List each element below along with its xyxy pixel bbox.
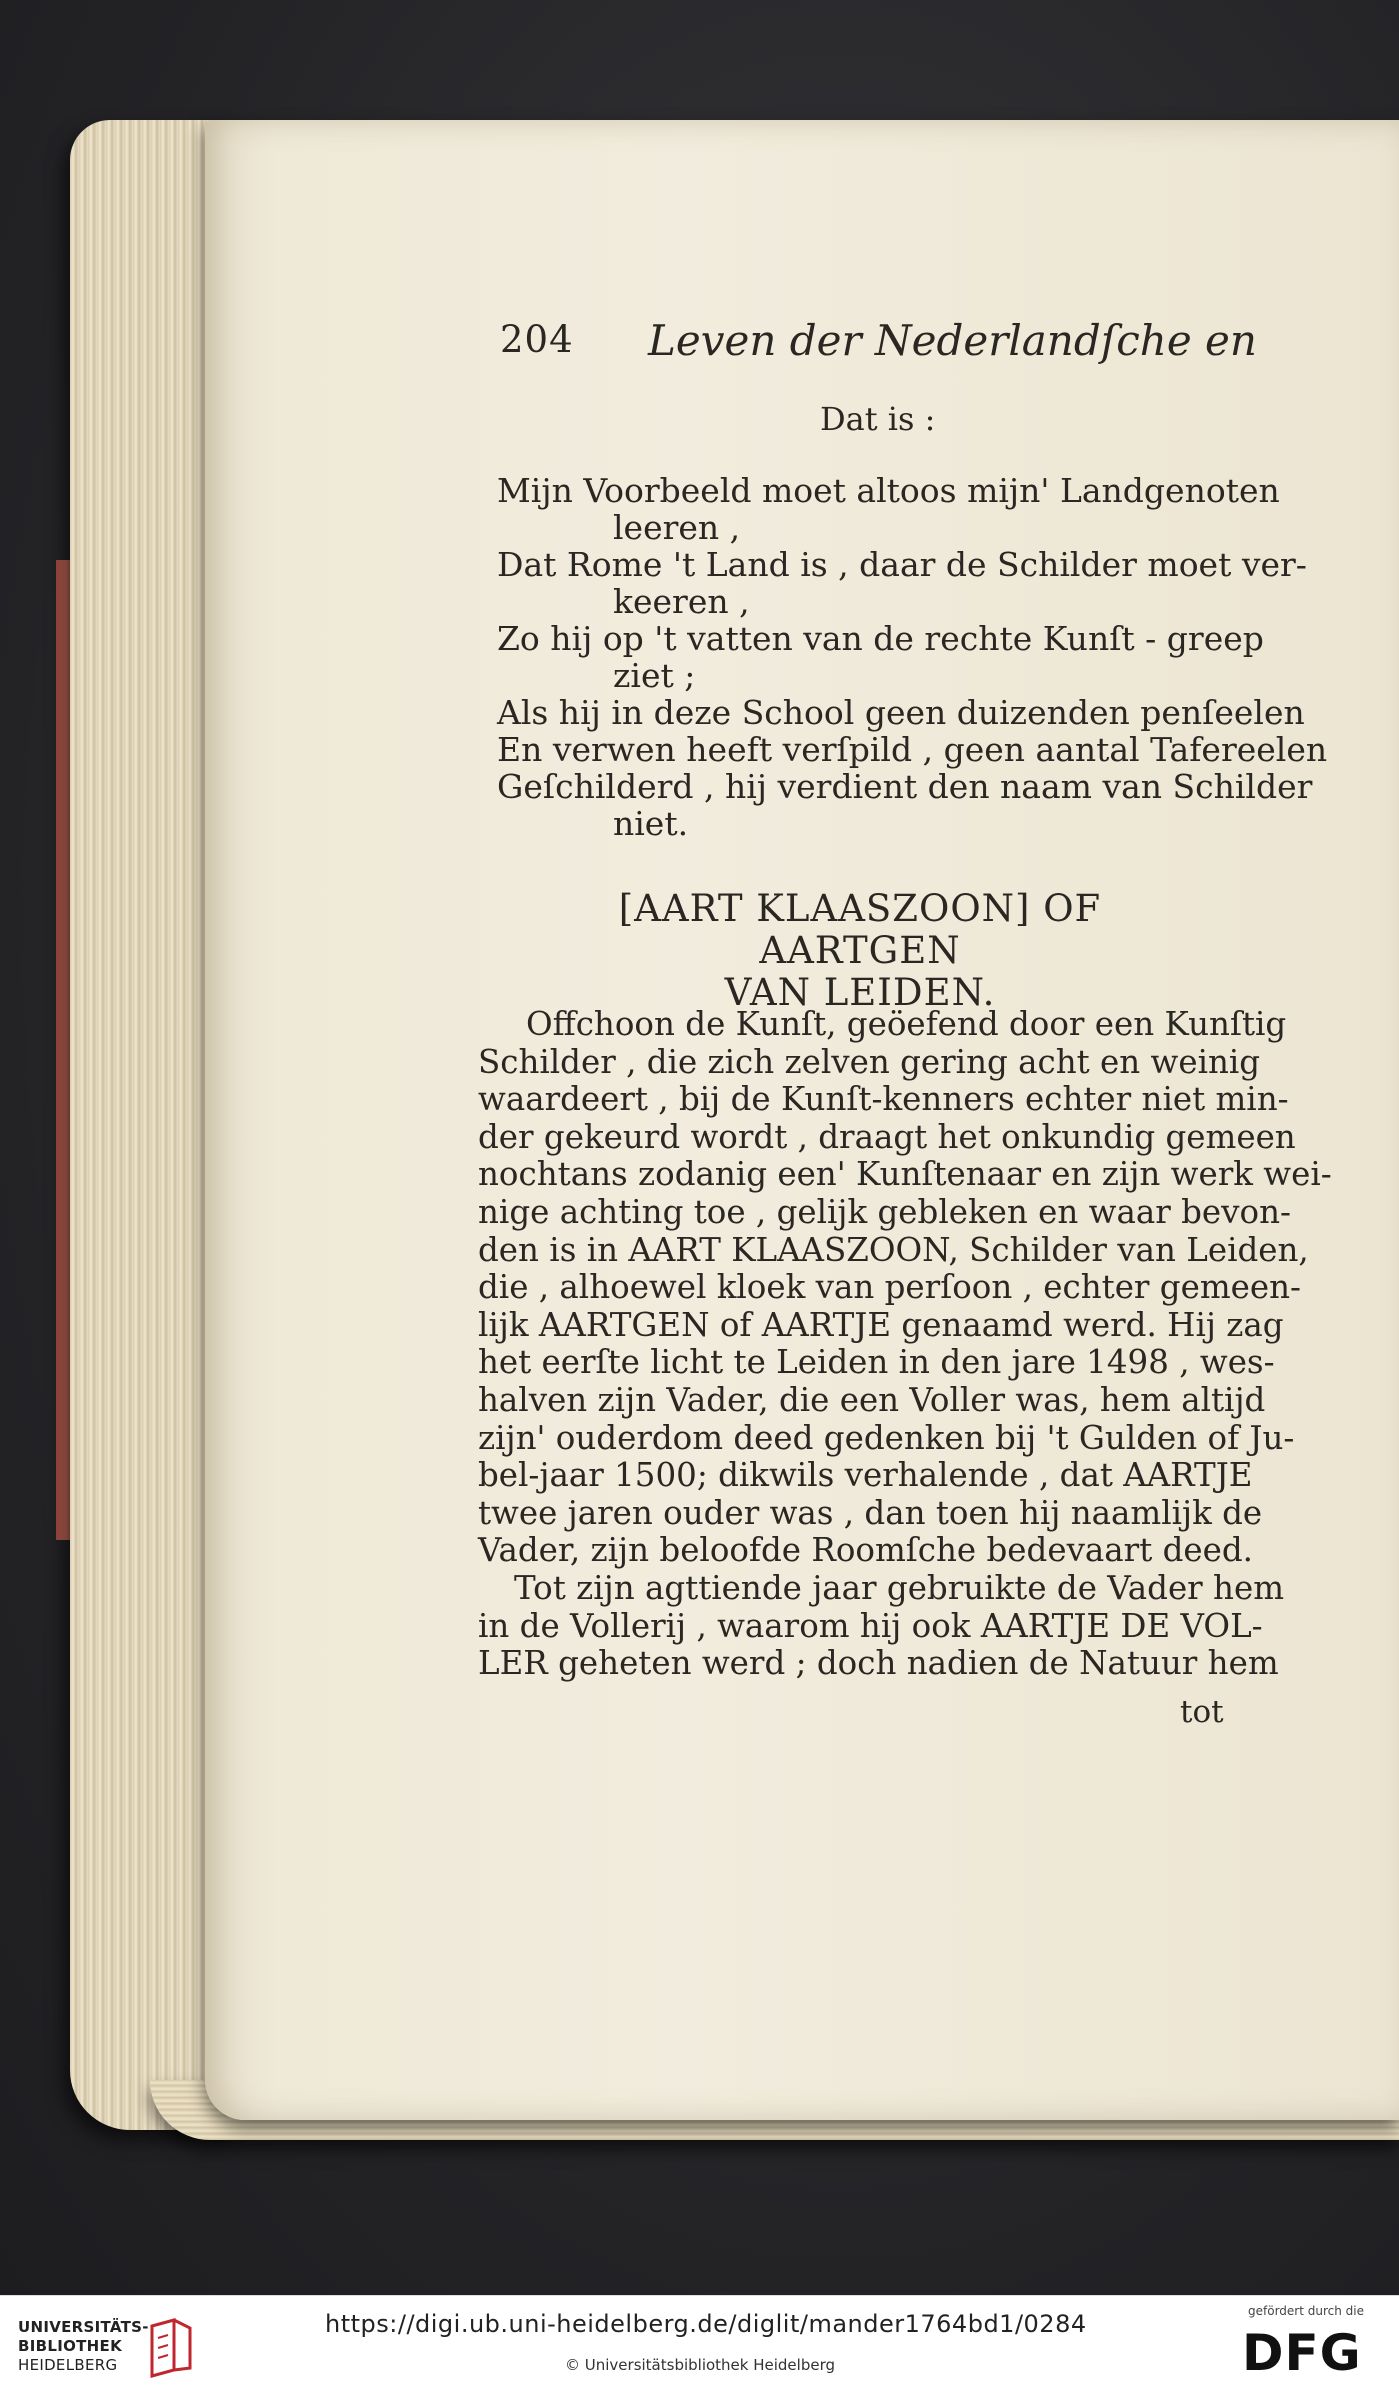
poem-line: En verwen heeft verſpild , geen aantal Tafereelen [497,730,1328,769]
poem-block [497,471,1328,843]
section-heading [520,888,1200,1014]
body-line: lijk AARTGEN of AARTJE genaamd werd. Hij zag [478,1305,1284,1344]
body-line: twee jaren ouder was , dan toen hij naamlijk de [478,1493,1263,1532]
catchword: tot [1180,1694,1224,1730]
poem-line: niet. [613,804,689,843]
body-line: Tot zijn agttiende jaar gebruikte de Vader hem [514,1568,1285,1607]
section-heading-line1: [AART KLAASZOON] OF AARTGEN [618,887,1102,972]
body-line: bel-jaar 1500; dikwils verhalende , dat AARTJE [478,1456,1253,1495]
library-emblem-icon [146,2318,196,2378]
page-number: 204 [500,318,574,361]
body-line: LER geheten werd ; doch nadien de Natuur hem [478,1644,1279,1683]
body-line: die , alhoewel kloek van perſoon , echter gemeen- [478,1268,1302,1307]
body-text [478,1005,1332,1683]
body-line: Schilder , die zich zelven gering acht en weinig [478,1042,1261,1081]
poem-line: Geſchilderd , hij verdient den naam van Schilder [497,767,1313,806]
poem-line: Mijn Voorbeeld moet altoos mijn' Landgenoten [497,471,1280,510]
poem-line: ziet ; [613,656,696,695]
library-name-line2: BIBLIOTHEK [18,2337,122,2355]
library-name-line3: HEIDELBERG [18,2356,118,2374]
running-title: Leven der Nederlandſche en [648,316,1257,365]
body-line: halven zijn Vader, die een Voller was, hem altijd [478,1380,1266,1419]
body-line: nige achting toe , gelijk gebleken en waar bevon- [478,1192,1291,1231]
dfg-caption: gefördert durch die [1248,2304,1364,2318]
viewer-footer [0,2295,1399,2396]
body-line: waardeert , bij de Kunſt-kenners echter niet min- [478,1080,1289,1119]
body-line: der gekeurd wordt , draagt het onkundig gemeen [478,1117,1296,1156]
body-line: in de Vollerij , waarom hij ook AARTJE DE VOL- [478,1606,1263,1645]
body-line: Offchoon de Kunſt, geöefend door een Kunſtig [526,1005,1287,1043]
section-heading-line2: VAN LEIDEN. [724,971,996,1014]
poem-line: Als hij in deze School geen duizenden penſeelen [497,693,1305,732]
page-header [500,318,1260,378]
body-line: zijn' ouderdom deed gedenken bij 't Gulden of Ju- [478,1418,1295,1457]
dfg-funding-logo[interactable] [1240,2304,1390,2388]
body-line: het eerſte licht te Leiden in den jare 1498 , wes- [478,1343,1275,1382]
dat-is-label: Dat is : [820,400,936,438]
dfg-logo-text: DFG [1242,2324,1362,2382]
body-line: Vader, zijn beloofde Roomſche bedevaart deed. [478,1531,1254,1570]
document-url[interactable]: https://digi.ub.uni-heidelberg.de/diglit/mander1764bd1/0284 [325,2310,1087,2338]
poem-line: Dat Rome 't Land is , daar de Schilder moet ver- [497,545,1307,584]
poem-line: leeren , [613,508,741,547]
poem-line: keeren , [613,582,750,621]
library-logo[interactable] [18,2318,198,2382]
body-line: nochtans zodanig een' Kunſtenaar en zijn werk wei- [478,1155,1332,1194]
poem-line: Zo hij op 't vatten van de rechte Kunſt - greep [497,619,1264,658]
library-name-line1: UNIVERSITÄTS- [18,2318,149,2336]
copyright-notice: © Universitätsbibliothek Heidelberg [565,2356,836,2374]
body-line: den is in AART KLAASZOON, Schilder van Leiden, [478,1230,1309,1269]
